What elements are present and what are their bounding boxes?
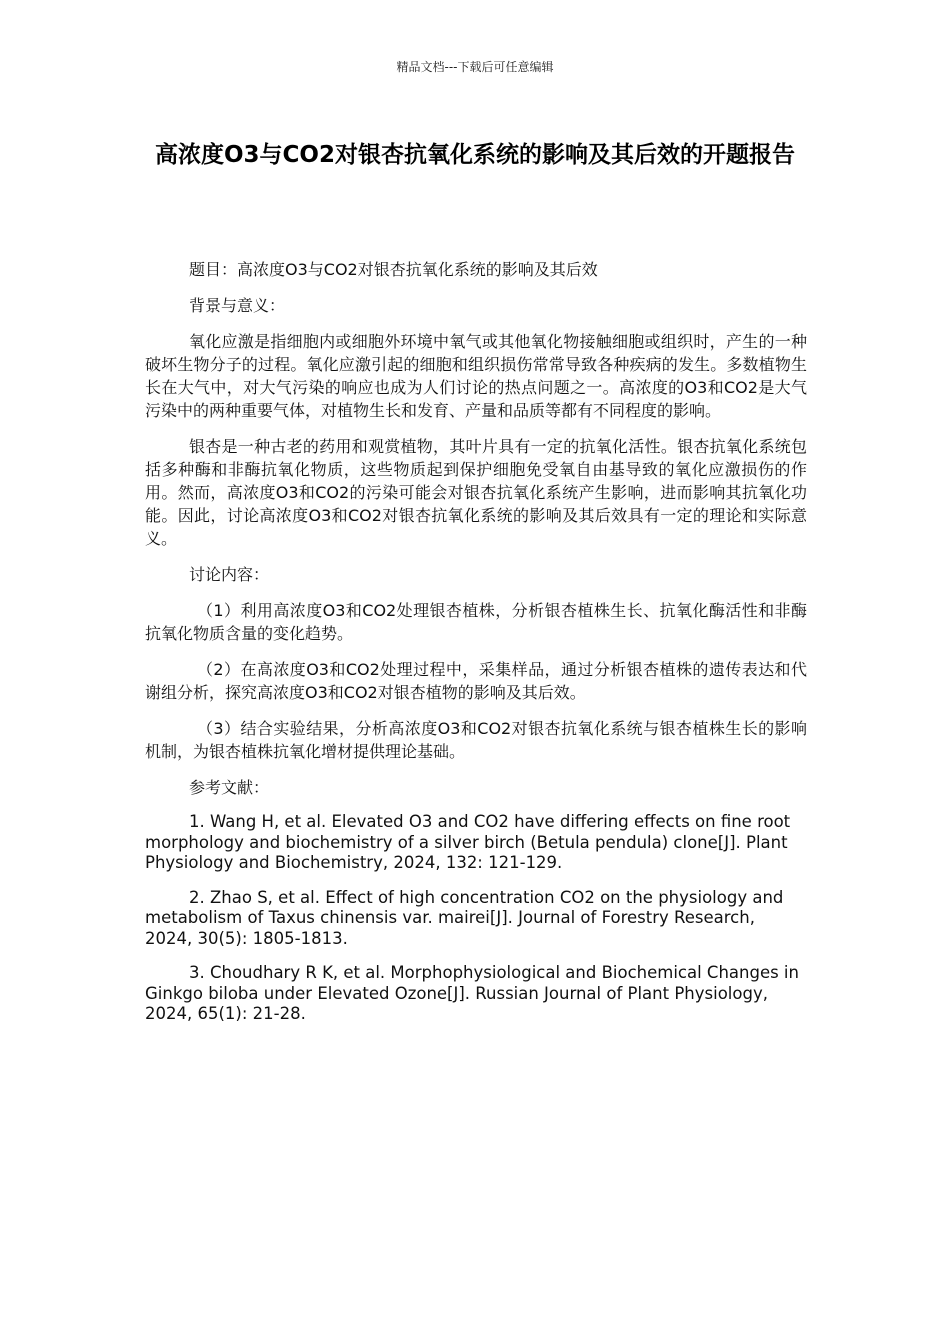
topic-line: 题目：高浓度O3与CO2对银杏抗氧化系统的影响及其后效 <box>189 260 598 279</box>
discussion-item-3: （3）结合实验结果，分析高浓度O3和CO2对银杏抗氧化系统与银杏植株生长的影响机制，为银杏植株抗氧化增材提供理论基础。 <box>145 719 807 761</box>
discussion-item-2: （2）在高浓度O3和CO2处理过程中，采集样品，通过分析银杏植株的遗传表达和代谢组分析，探究高浓度O3和CO2对银杏植物的影响及其后效。 <box>145 660 807 702</box>
references-heading: 参考文献： <box>189 778 270 797</box>
background-paragraph-2: 银杏是一种古老的药用和观赏植物，其叶片具有一定的抗氧化活性。银杏抗氧化系统包括多种酶和非酶抗氧化物质，这些物质起到保护细胞免受氧自由基导致的氧化应激损伤的作用。然而，高浓度O3和CO2的污染可能会对银杏抗氧化系统产生影响，进而影响其抗氧化功能。因此，讨论高浓度O3和CO2对银杏抗氧化系统的影响及其后效具有一定的理论和实际意义。 <box>145 437 807 548</box>
background-paragraph-1: 氧化应激是指细胞内或细胞外环境中氧气或其他氧化物接触细胞或组织时，产生的一种破坏生物分子的过程。氧化应激引起的细胞和组织损伤常常导致各种疾病的发生。多数植物生长在大气中，对大气污染的响应也成为人们讨论的热点问题之一。高浓度的O3和CO2是大气污染中的两种重要气体，对植物生长和发育、产量和品质等都有不同程度的影响。 <box>145 332 807 420</box>
header-note: 精品文档---下载后可任意编辑 <box>396 60 554 74</box>
discussion-item-1: （1）利用高浓度O3和CO2处理银杏植株，分析银杏植株生长、抗氧化酶活性和非酶抗氧化物质含量的变化趋势。 <box>145 601 807 643</box>
document-title: 高浓度O3与CO2对银杏抗氧化系统的影响及其后效的开题报告 <box>155 142 795 168</box>
reference-item-3: 3. Choudhary R K, et al. Morphophysiological and Biochemical Changes in Ginkgo biloba under Elevated Ozone[J]. Russian Journal of Plant Physiology, 2024, 65(1): 21-28. <box>145 963 799 1023</box>
reference-item-1: 1. Wang H, et al. Elevated O3 and CO2 have differing effects on fine root morphology and biochemistry of a silver birch (Betula pendula) clone[J]. Plant Physiology and Biochemistry, 2024, 132: 121-129. <box>145 812 791 872</box>
reference-item-2: 2. Zhao S, et al. Effect of high concentration CO2 on the physiology and metabolism of Taxus chinensis var. mairei[J]. Journal of Forestry Research, 2024, 30(5): 1805-1813. <box>145 887 784 948</box>
background-heading: 背景与意义： <box>189 296 286 315</box>
document-body <box>145 258 807 1039</box>
discussion-heading: 讨论内容： <box>189 565 270 584</box>
